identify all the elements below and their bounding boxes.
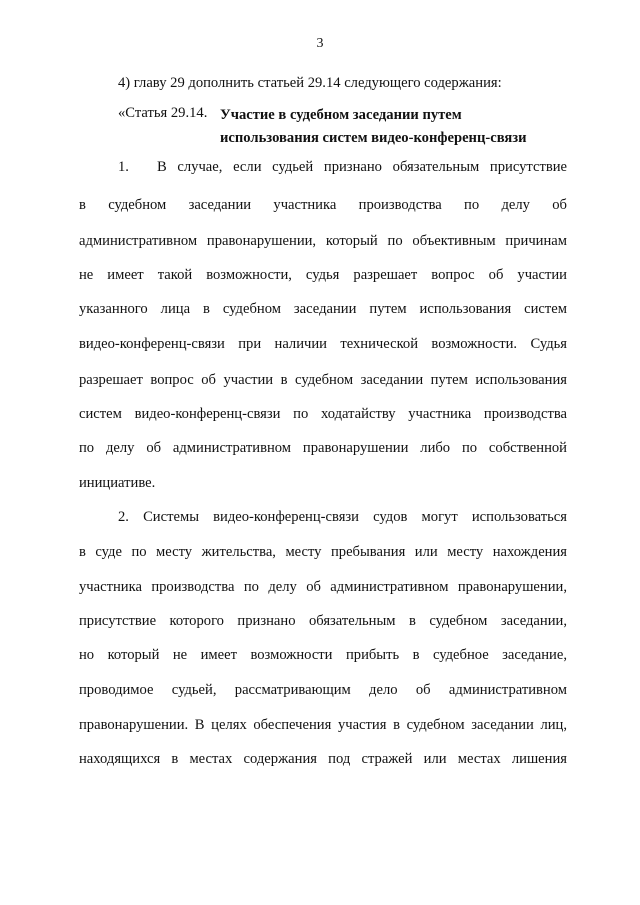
paragraph-1-number: 1.: [118, 159, 129, 175]
paragraph-1-line: В случае, если судьей признано обязательным присутствие: [157, 159, 567, 175]
paragraph-1-line: в судебном заседании участника производства по делу об: [79, 197, 567, 213]
paragraph-2-line: проводимое судьей, рассматривающим дело об административном: [79, 682, 567, 698]
paragraph-2-line: участника производства по делу об административном правонарушении,: [79, 579, 567, 595]
paragraph-2-line: присутствие которого признано обязательным в судебном заседании,: [79, 613, 567, 629]
article-title-line-2: использования систем видео-конференц-связи: [220, 130, 527, 146]
intro-line: 4) главу 29 дополнить статьей 29.14 следующего содержания:: [118, 75, 502, 91]
paragraph-1-line: по делу об административном правонарушении либо по собственной: [79, 440, 567, 456]
article-title-line-1: Участие в судебном заседании путем: [220, 107, 462, 123]
paragraph-2-line: в суде по месту жительства, месту пребывания или месту нахождения: [79, 544, 567, 560]
paragraph-2-line: но который не имеет возможности прибыть в судебное заседание,: [79, 647, 567, 663]
page-number: 3: [316, 36, 324, 51]
paragraph-1-line: не имеет такой возможности, судья разрешает вопрос об участии: [79, 267, 567, 283]
paragraph-2-line: правонарушении. В целях обеспечения участия в судебном заседании лиц,: [79, 717, 567, 733]
paragraph-1-line: инициативе.: [79, 475, 156, 491]
paragraph-1-line: указанного лица в судебном заседании путем использования систем: [79, 301, 567, 317]
paragraph-2-line: находящихся в местах содержания под стражей или местах лишения: [79, 751, 567, 767]
paragraph-1-line: административном правонарушении, который по объективным причинам: [79, 233, 567, 249]
paragraph-1-line: разрешает вопрос об участии в судебном заседании путем использования: [79, 372, 567, 388]
paragraph-2-line: 2. Системы видео-конференц-связи судов могут использоваться: [118, 509, 567, 525]
article-title: [220, 104, 527, 150]
article-label: «Статья 29.14.: [118, 105, 208, 121]
paragraph-1-line: систем видео-конференц-связи по ходатайству участника производства: [79, 406, 567, 422]
paragraph-1-line: видео-конференц-связи при наличии технической возможности. Судья: [79, 336, 567, 352]
